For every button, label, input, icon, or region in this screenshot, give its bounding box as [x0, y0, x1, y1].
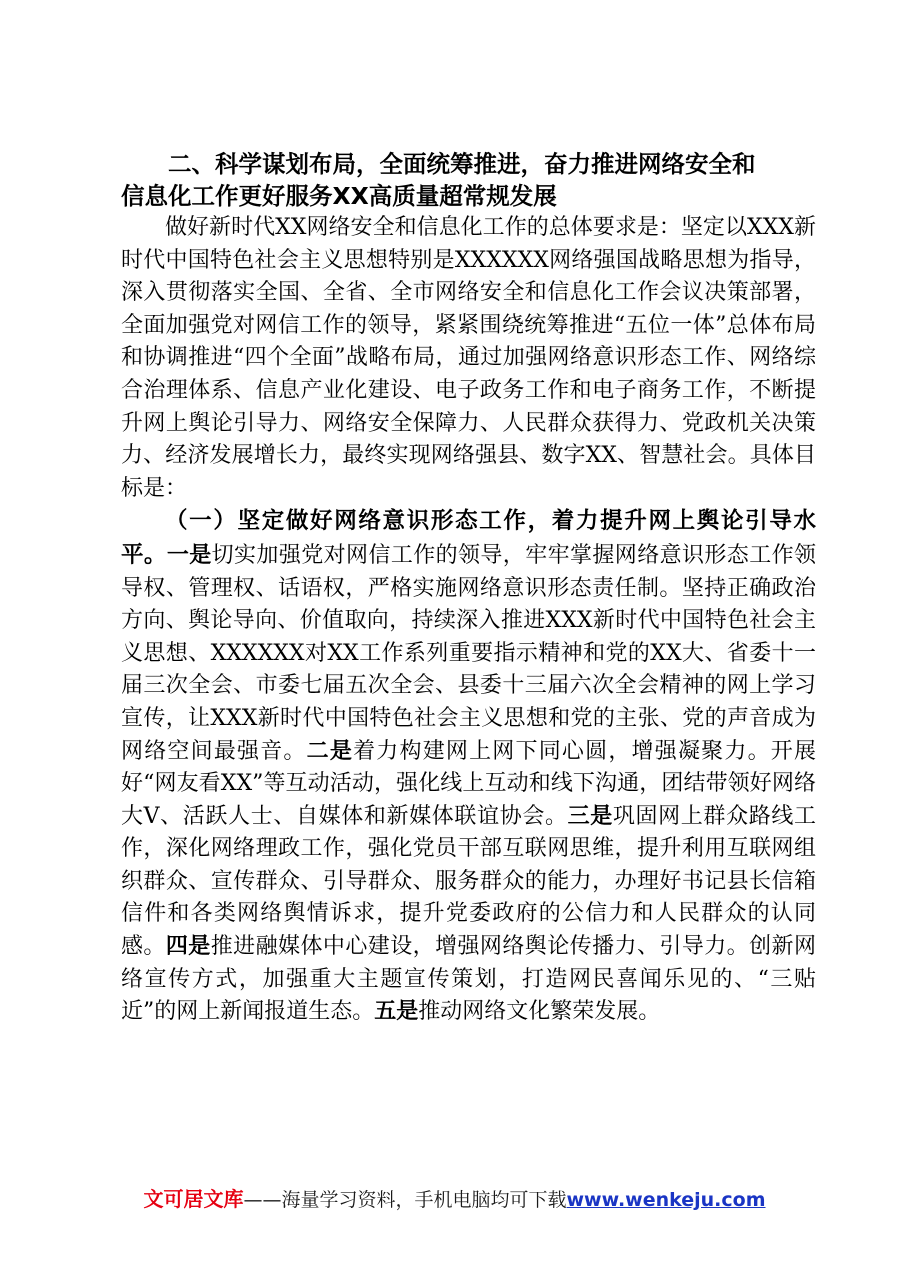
- text-first: 切实加强党对网信工作的领导，牢牢掌握网络意识形态工作领导权、管理权、话语权，严格实施网络意识形态责任制。坚持正确政治方向、舆论导向、价值取向，持续深入推进XXX新时代中国特色社会主义思想、XXXXXX对XX工作系列重要指示精神和党的XX大、省委十一届三次全会、市委七届五次全会、县委十三届六次全会精神的网上学习宣传，让XXX新时代中国特色社会主义思想和党的主张、党的声音成为网络空间最强音。: [121, 542, 816, 764]
- keyword-first: 一是: [166, 542, 212, 568]
- document-page: [121, 148, 816, 1029]
- section-heading-line1: 二、科学谋划布局，全面统筹推进，奋力推进网络安全和: [168, 150, 756, 178]
- keyword-fifth: 五是: [374, 999, 419, 1025]
- footer-watermark: [0, 1183, 909, 1212]
- section-heading: [121, 148, 816, 212]
- subsection-heading: （一）坚定做好网络意识形态工作，着力提升网上舆论引导水平。: [121, 508, 816, 568]
- footer-url-link[interactable]: www.wenkeju.com: [566, 1189, 766, 1211]
- text-fifth: 推动网络文化繁荣发展。: [418, 999, 661, 1025]
- keyword-second: 二是: [306, 738, 354, 764]
- text-second: 着力构建网上网下同心圆，增强凝聚力。开展好“网友看XX”等互动活动，强化线上互动和线下沟通，团结带领好网络大V、活跃人士、自媒体和新媒体联谊协会。: [121, 738, 816, 829]
- paragraph-overall-requirements: 做好新时代XX网络安全和信息化工作的总体要求是：坚定以XXX新时代中国特色社会主义思想特别是XXXXXX网络强国战略思想为指导，深入贯彻落实全国、全省、全市网络安全和信息化工作会议决策部署，全面加强党对网信工作的领导，紧紧围绕统筹推进“五位一体”总体布局和协调推进“四个全面”战略布局，通过加强网络意识形态工作、网络综合治理体系、信息产业化建设、电子政务工作和电子商务工作，不断提升网上舆论引导力、网络安全保障力、人民群众获得力、党政机关决策力、经济发展增长力，最终实现网络强县、数字XX、智慧社会。具体目标是：: [121, 215, 816, 501]
- section-heading-line2: 信息化工作更好服务XX高质量超常规发展: [121, 182, 557, 210]
- keyword-fourth: 四是: [165, 934, 211, 960]
- footer-slogan: ——海量学习资料，手机电脑均可下载: [243, 1189, 567, 1211]
- keyword-third: 三是: [567, 803, 613, 829]
- paragraph-ideology-work: [121, 505, 816, 1029]
- text-fourth: 推进融媒体中心建设，增强网络舆论传播力、引导力。创新网络宣传方式，加强重大主题宣传策划，打造网民喜闻乐见的、“三贴近”的网上新闻报道生态。: [121, 934, 816, 1025]
- text-third: 巩固网上群众路线工作，深化网络理政工作，强化党员干部互联网思维，提升利用互联网组织群众、宣传群众、引导群众、服务群众的能力，办理好书记县长信箱信件和各类网络舆情诉求，提升党委政府的公信力和人民群众的认同感。: [121, 803, 816, 960]
- footer-brand: 文可居文库: [143, 1187, 244, 1211]
